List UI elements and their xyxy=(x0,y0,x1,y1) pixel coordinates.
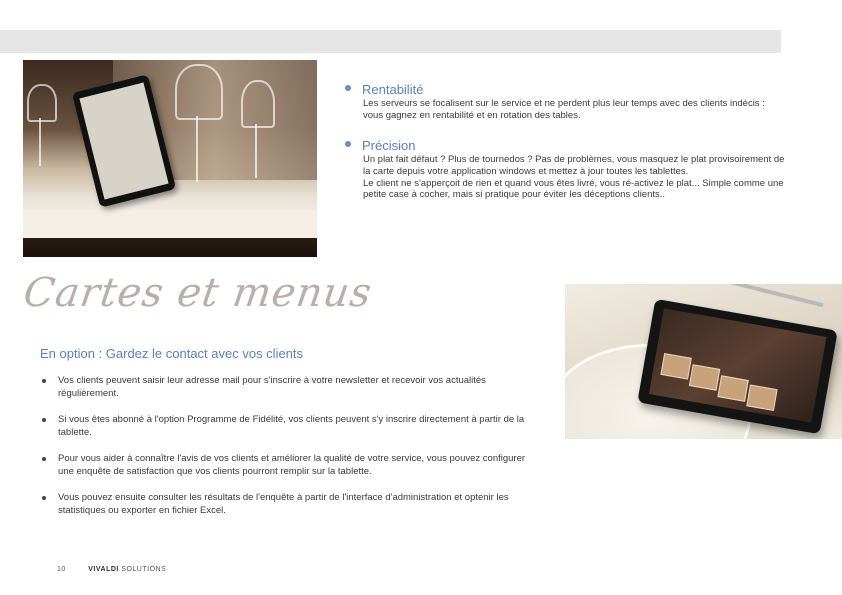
section-title: Précision xyxy=(362,138,416,153)
section-precision xyxy=(345,138,785,201)
list-item xyxy=(40,375,540,400)
header-bar xyxy=(0,30,781,53)
section-text: Un plat fait défaut ? Plus de tournedos ? Pas de problèmes, vous masquez le plat provisoirement de la carte depuis votre application windows et mettez à jour toutes les tablettes. xyxy=(363,154,785,177)
bullet-icon xyxy=(42,379,46,383)
bullet-icon xyxy=(345,85,351,91)
list-item-text: Vous pouvez ensuite consulter les résultats de l'enquête à partir de l'interface d'administration et optenir les statistiques ou exporter en fichier Excel. xyxy=(58,492,509,516)
brand-name: VIVALDI xyxy=(88,566,119,573)
bullet-icon xyxy=(42,496,46,500)
option-heading: En option : Gardez le contact avec vos clients xyxy=(40,346,304,361)
section-text: Les serveurs se focalisent sur le service et ne perdent plus leur temps avec des clients indécis : vous gagnez en rentabilité et en rotation des tables. xyxy=(363,98,765,121)
page-footer xyxy=(57,566,166,573)
list-item-text: Vos clients peuvent saisir leur adresse mail pour s'inscrire à votre newsletter et recevoir vos actualités régulièrement. xyxy=(58,375,486,399)
section-title: Rentabilité xyxy=(362,82,424,97)
bullet-icon xyxy=(42,418,46,422)
section-text: Le client ne s'apperçoit de rien et quand vous êtes livré, vous ré-activez le plat... Simple comme une petite case à cocher, mais si pratique pour éviter les déceptions clients.. xyxy=(363,177,784,201)
section-rentabilite xyxy=(345,82,785,122)
brand-suffix: SOLUTIONS xyxy=(118,566,167,573)
list-item-text: Si vous êtes abonné à l'option Programme de Fidélité, vos clients peuvent s'y inscrire directement à partir de la tablette. xyxy=(58,414,525,438)
page-number: 10 xyxy=(57,566,66,573)
option-list xyxy=(40,375,540,531)
bullet-icon xyxy=(42,457,46,461)
list-item-text: Pour vous aider à connaître l'avis de vos clients et améliorer la qualité de votre service, vous pouvez configurer une enquête de satisfaction que vos clients pourront remplir sur la tablette. xyxy=(58,453,526,477)
list-item xyxy=(40,453,540,478)
cartes-title: Cartes et menus xyxy=(20,270,375,316)
list-item xyxy=(40,492,540,517)
bullet-icon xyxy=(345,141,351,147)
list-item xyxy=(40,414,540,439)
tablet-menu-photo xyxy=(565,284,842,439)
restaurant-tablet-photo xyxy=(23,60,317,257)
